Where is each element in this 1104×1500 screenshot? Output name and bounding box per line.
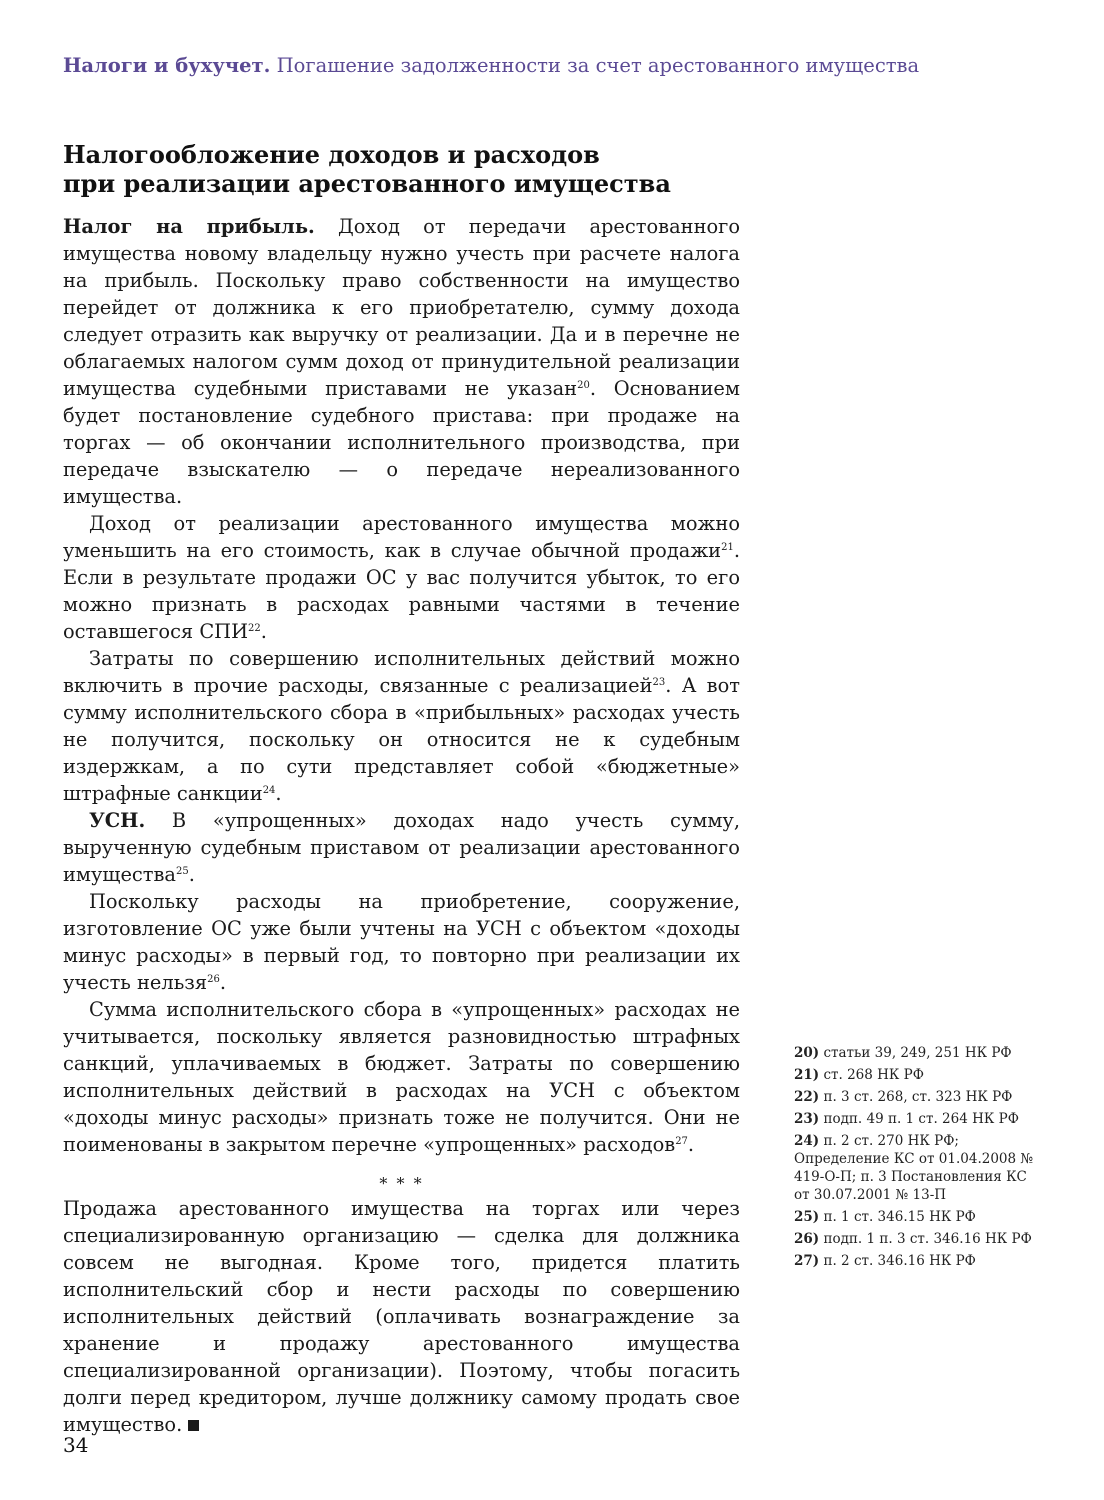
footnote	[794, 1066, 1034, 1084]
paragraph-usn	[63, 807, 740, 888]
header-section: Налоги и бухучет.	[63, 54, 271, 77]
paragraph-usn-os	[63, 888, 740, 996]
footnote-text: п. 3 ст. 268, ст. 323 НК РФ	[819, 1089, 1013, 1105]
footnote	[794, 1132, 1034, 1204]
article-body	[63, 213, 740, 1438]
footnote-ref: 21	[721, 542, 734, 553]
section-divider: * * *	[379, 1174, 424, 1193]
paragraph-text: . А вот сумму исполнительского сбора в «прибыльных» расходах учесть не получится, поскольку он относится не к судебным издержкам, а по сути представляет собой «бюджетные» штрафные санкции	[63, 674, 740, 805]
footnote	[794, 1110, 1034, 1128]
end-of-article-mark	[188, 1420, 199, 1431]
paragraph-text: Продажа арестованного имущества на торгах или через специализированную организацию — сделка для должника совсем не выгодная. Кроме того, придется платить исполнительский сбор и нести расходы по совершению исполнительных действий (оплачивать вознаграждение за хранение и продажу арестованного имущества специализированной организации). Поэтому, чтобы погасить долги перед кредитором, лучше должнику самому продать свое имущество.	[63, 1197, 740, 1436]
footnotes	[794, 1044, 1034, 1274]
footnote	[794, 1252, 1034, 1270]
paragraph-text: Доход от передачи арестованного имущества новому владельцу нужно учесть при расчете налога на прибыль. Поскольку право собственности на имущество перейдет от должника к его приобретателю, сумму дохода следует отразить как выручку от реализации. Да и в перечне не облагаемых налогом сумм доход от принудительной реализации имущества судебными приставами не указан	[63, 215, 741, 400]
paragraph-text: Затраты по совершению исполнительных действий можно включить в прочие расходы, связанные с реализацией	[63, 647, 740, 697]
footnote-ref: 26	[207, 974, 220, 985]
footnote-number: 20)	[794, 1045, 820, 1061]
paragraph-text: .	[188, 863, 195, 886]
section-title-line-1: Налогообложение доходов и расходов	[63, 140, 600, 169]
paragraph-text: . Если в результате продажи ОС у вас получится убыток, то его можно признать в расходах равными частями в течение оставшегося СПИ	[63, 539, 740, 643]
footnote-text: п. 2 ст. 346.16 НК РФ	[819, 1253, 976, 1269]
footnote-ref: 27	[675, 1136, 688, 1147]
paragraph-profit-tax	[63, 213, 740, 510]
footnote	[794, 1088, 1034, 1106]
page-number: 34	[63, 1433, 89, 1457]
footnote-text: статьи 39, 249, 251 НК РФ	[819, 1045, 1012, 1061]
footnote-text: ст. 268 НК РФ	[819, 1067, 924, 1083]
footnote-text: п. 1 ст. 346.15 НК РФ	[819, 1209, 976, 1225]
paragraph-text: .	[687, 1133, 695, 1156]
footnote-text: подп. 49 п. 1 ст. 264 НК РФ	[819, 1111, 1019, 1127]
footnote-number: 27)	[794, 1253, 820, 1269]
paragraph-text: Поскольку расходы на приобретение, сооружение, изготовление ОС уже были учтены на УСН с объектом «доходы минус расходы» в первый год, то повторно при реализации их учесть нельзя	[63, 890, 740, 994]
footnote-number: 24)	[794, 1133, 820, 1149]
paragraph-text: Сумма исполнительского сбора в «упрощенных» расходах не учитывается, поскольку является разновидностью штрафных санкций, уплачиваемых в бюджет. Затраты по совершению исполнительных действий в расходах на УСН с объектом «доходы минус расходы» признать тоже не получится. Они не поименованы в закрытом перечне «упрощенных» расходов	[63, 998, 740, 1156]
paragraph-income-reduction	[63, 510, 740, 645]
paragraph-text: Доход от реализации арестованного имущества можно уменьшить на его стоимость, как в случае обычной продажи	[63, 512, 740, 562]
paragraph-text: . Основанием будет постановление судебного пристава: при продаже на торгах — об окончании исполнительного производства, при передаче взыскателю — о передаче нереализованного имущества.	[63, 377, 740, 508]
footnote-text: п. 2 ст. 270 НК РФ; Определение КС от 01.04.2008 № 419-О-П; п. 3 Постановления КС от 30.07.2001 № 13-П	[794, 1133, 1034, 1203]
paragraph-usn-fee	[63, 996, 740, 1158]
running-header	[63, 54, 919, 77]
footnote-text: подп. 1 п. 3 ст. 346.16 НК РФ	[819, 1231, 1032, 1247]
footnote	[794, 1230, 1034, 1248]
footnote-number: 23)	[794, 1111, 820, 1127]
paragraph-text: .	[275, 782, 282, 805]
footnote-number: 21)	[794, 1067, 820, 1083]
paragraph-text: .	[219, 971, 227, 994]
paragraph-lead: УСН.	[89, 809, 146, 832]
paragraph-text: .	[260, 620, 267, 643]
footnote-number: 26)	[794, 1231, 820, 1247]
paragraph-text: В «упрощенных» доходах надо учесть сумму, вырученную судебным приставом от реализации арестованного имущества	[63, 809, 740, 886]
footnote-ref: 24	[262, 785, 276, 796]
paragraph-lead: Налог на прибыль.	[63, 215, 315, 238]
paragraph-enforcement-costs	[63, 645, 740, 807]
footnote-number: 25)	[794, 1209, 820, 1225]
footnote-ref: 20	[577, 380, 590, 391]
footnote	[794, 1208, 1034, 1226]
section-title-line-2: при реализации арестованного имущества	[63, 169, 671, 198]
paragraph-conclusion	[63, 1195, 740, 1438]
section-title	[63, 140, 763, 198]
footnote-number: 22)	[794, 1089, 820, 1105]
footnote-ref: 23	[652, 677, 666, 688]
footnote	[794, 1044, 1034, 1062]
footnote-ref: 25	[175, 866, 189, 877]
footnote-ref: 22	[248, 623, 261, 634]
header-title: Погашение задолженности за счет арестованного имущества	[276, 54, 920, 77]
